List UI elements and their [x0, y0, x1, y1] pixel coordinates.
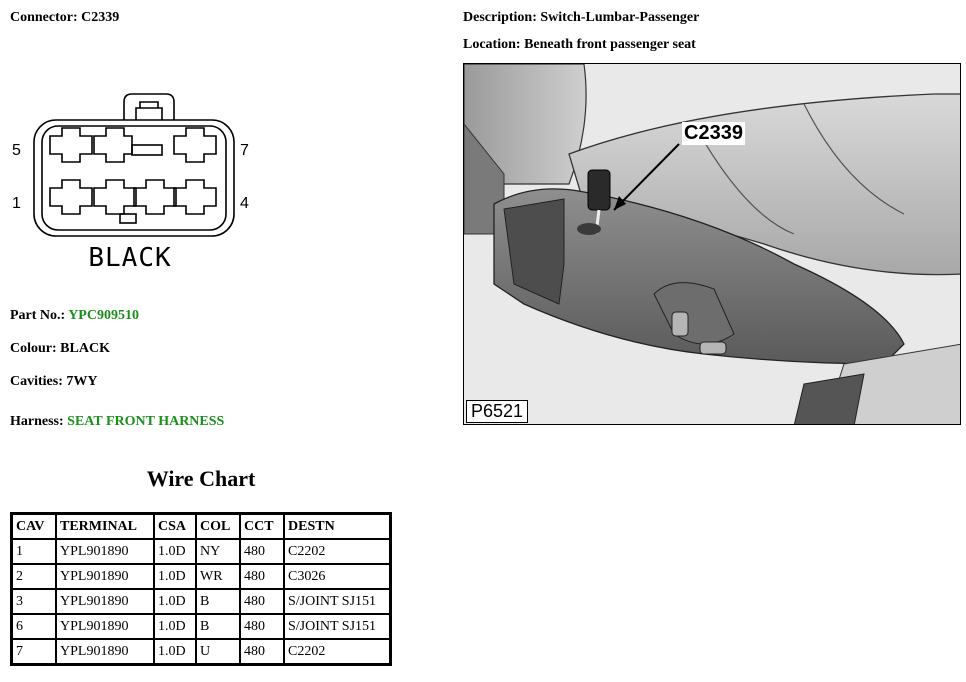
table-row [12, 639, 391, 665]
cell-csa: 1.0D [154, 639, 196, 665]
wire-chart-table [10, 512, 392, 666]
part-no-link[interactable]: YPC909510 [68, 308, 139, 323]
cell-terminal: YPL901890 [56, 614, 154, 639]
part-no-line [10, 308, 139, 324]
cell-col: B [196, 589, 240, 614]
cell-terminal: YPL901890 [56, 564, 154, 589]
header-cct: CCT [240, 514, 284, 540]
description-line [463, 10, 699, 26]
cell-cct: 480 [240, 589, 284, 614]
header-col: COL [196, 514, 240, 540]
cell-cav: 3 [12, 589, 57, 614]
header-cav: CAV [12, 514, 57, 540]
cell-cav: 2 [12, 564, 57, 589]
colour-line [10, 341, 110, 357]
cell-cct: 480 [240, 539, 284, 564]
cell-destn: C3026 [284, 564, 391, 589]
cell-cct: 480 [240, 614, 284, 639]
cell-csa: 1.0D [154, 539, 196, 564]
header-destn: DESTN [284, 514, 391, 540]
table-row [12, 564, 391, 589]
location-line [463, 37, 696, 53]
table-row [12, 539, 391, 564]
cell-cav: 1 [12, 539, 57, 564]
cell-terminal: YPL901890 [56, 639, 154, 665]
cell-cct: 480 [240, 639, 284, 665]
harness-link[interactable]: SEAT FRONT HARNESS [67, 414, 225, 429]
cell-destn: S/JOINT SJ151 [284, 614, 391, 639]
cell-cav: 6 [12, 614, 57, 639]
cell-csa: 1.0D [154, 564, 196, 589]
pin-label-bottom-right: 4 [240, 195, 249, 212]
part-no-label: Part No.: [10, 308, 66, 323]
pin-label-top-left: 5 [12, 142, 21, 159]
cell-destn: S/JOINT SJ151 [284, 589, 391, 614]
location-label: Location: [463, 37, 521, 52]
cell-col: B [196, 614, 240, 639]
diagram-colour-text: BLACK [88, 243, 172, 273]
location-photo [463, 63, 961, 425]
seat-illustration [464, 64, 961, 425]
cell-terminal: YPL901890 [56, 589, 154, 614]
description-label: Description: [463, 10, 537, 25]
cavities-value: 7WY [66, 374, 98, 389]
cell-destn: C2202 [284, 639, 391, 665]
table-header-row [12, 514, 391, 540]
cavities-line [10, 374, 98, 390]
cell-terminal: YPL901890 [56, 539, 154, 564]
location-value: Beneath front passenger seat [524, 37, 696, 52]
description-value: Switch-Lumbar-Passenger [540, 10, 700, 25]
connector-label: Connector: [10, 10, 78, 25]
connector-face-diagram [6, 86, 256, 276]
connector-value: C2339 [81, 10, 120, 25]
cavities-label: Cavities: [10, 374, 63, 389]
wire-chart-title: Wire Chart [146, 466, 256, 491]
cell-col: U [196, 639, 240, 665]
cavity-group [50, 128, 216, 214]
table-row [12, 589, 391, 614]
connector-heading [10, 10, 119, 26]
colour-value: BLACK [60, 341, 110, 356]
harness-line [10, 414, 224, 430]
pin-label-bottom-left: 1 [12, 195, 21, 212]
cell-csa: 1.0D [154, 614, 196, 639]
table-row [12, 614, 391, 639]
cell-col: WR [196, 564, 240, 589]
cell-cct: 480 [240, 564, 284, 589]
header-csa: CSA [154, 514, 196, 540]
colour-label: Colour: [10, 341, 57, 356]
cell-col: NY [196, 539, 240, 564]
cell-destn: C2202 [284, 539, 391, 564]
cell-csa: 1.0D [154, 589, 196, 614]
photo-reference: P6521 [466, 400, 528, 423]
pin-label-top-right: 7 [240, 142, 249, 159]
header-terminal: TERMINAL [56, 514, 154, 540]
harness-label: Harness: [10, 414, 64, 429]
cell-cav: 7 [12, 639, 57, 665]
photo-callout-label: C2339 [684, 122, 743, 144]
